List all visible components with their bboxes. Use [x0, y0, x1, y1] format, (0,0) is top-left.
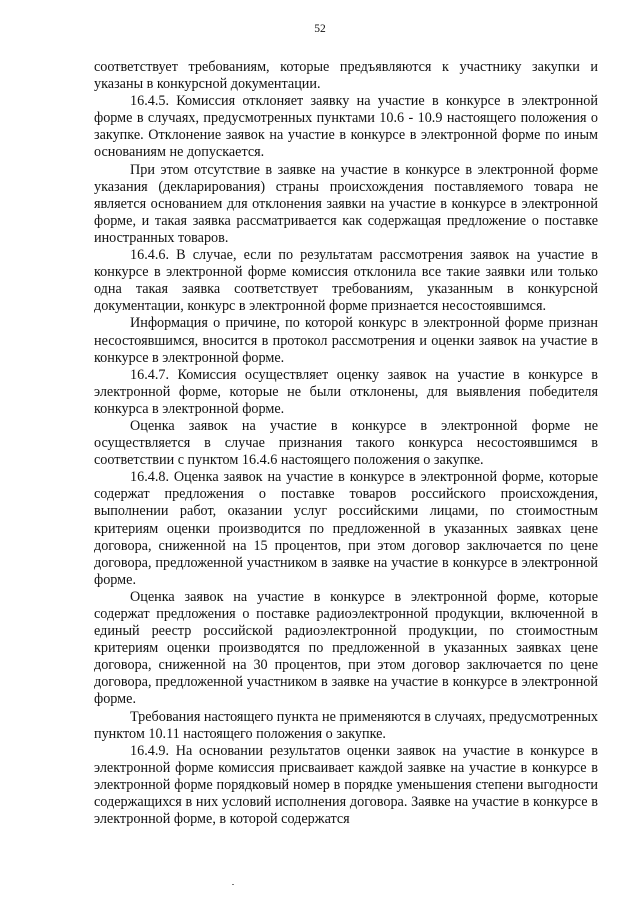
paragraph: 16.4.8. Оценка заявок на участие в конкурсе в электронной форме, которые содержат предложения о поставке товаров российского происхождения, выполнении работ, оказании услуг российскими лицами, по стоимостным критериям оценки производится по предложенной в указанных заявках цене договора, сниженной на 15 процентов, при этом договор заключается по цене договора, предложенной участником в заявке на участие в конкурсе в электронной форме. [94, 469, 598, 588]
paragraph: Информация о причине, по которой конкурс в электронной форме признан несостоявшимся, вносится в протокол рассмотрения и оценки заявок на участие в конкурсе в электронной форме. [94, 315, 598, 366]
paragraph: При этом отсутствие в заявке на участие в конкурсе в электронной форме указания (декларирования) страны происхождения поставляемого товара не является основанием для отклонения заявки на участие в конкурсе в электронной форме, и такая заявка рассматривается как содержащая предложение о поставке иностранных товаров. [94, 161, 598, 246]
paragraph: Требования настоящего пункта не применяются в случаях, предусмотренных пунктом 10.11 настоящего положения о закупке. [94, 708, 598, 742]
document-body [94, 59, 598, 828]
paragraph: 16.4.7. Комиссия осуществляет оценку заявок на участие в конкурсе в электронной форме, которые не были отклонены, для выявления победителя конкурса в электронной форме. [94, 366, 598, 417]
paragraph: 16.4.6. В случае, если по результатам рассмотрения заявок на участие в конкурсе в электронной форме комиссия отклонила все такие заявки или только одна такая заявка соответствует требованиям, указанным в конкурсной документации, конкурс в электронной форме признается несостоявшимся. [94, 247, 598, 315]
page-number: 52 [314, 23, 326, 35]
paragraph: Оценка заявок на участие в конкурсе в электронной форме не осуществляется в случае признания такого конкурса несостоявшимся в соответствии с пунктом 16.4.6 настоящего положения о закупке. [94, 417, 598, 469]
paragraph: 16.4.9. На основании результатов оценки заявок на участие в конкурсе в электронной форме комиссия присваивает каждой заявке на участие в конкурсе в электронной форме порядковый номер в порядке уменьшения степени выгодности содержащихся в них условий исполнения договора. Заявке на участие в конкурсе в электронной форме, в которой содержатся [94, 742, 598, 828]
paragraph: Оценка заявок на участие в конкурсе в электронной форме, которые содержат предложения о поставке радиоэлектронной продукции, включенной в единый реестр российской радиоэлектронной продукции, по стоимостным критериям оценки производятся по предложенной в указанных заявках цене договора, сниженной на 30 процентов, при этом договор заключается по цене договора, предложенной участником в заявке на участие в конкурсе в электронной форме. [94, 588, 598, 708]
scan-speck [232, 884, 234, 885]
paragraph: соответствует требованиям, которые предъявляются к участнику закупки и указаны в конкурсной документации. [94, 59, 598, 93]
paragraph: 16.4.5. Комиссия отклоняет заявку на участие в конкурсе в электронной форме в случаях, предусмотренных пунктами 10.6 - 10.9 настоящего положения о закупке. Отклонение заявок на участие в конкурсе в электронной форме по иным основаниям не допускается. [94, 93, 598, 161]
